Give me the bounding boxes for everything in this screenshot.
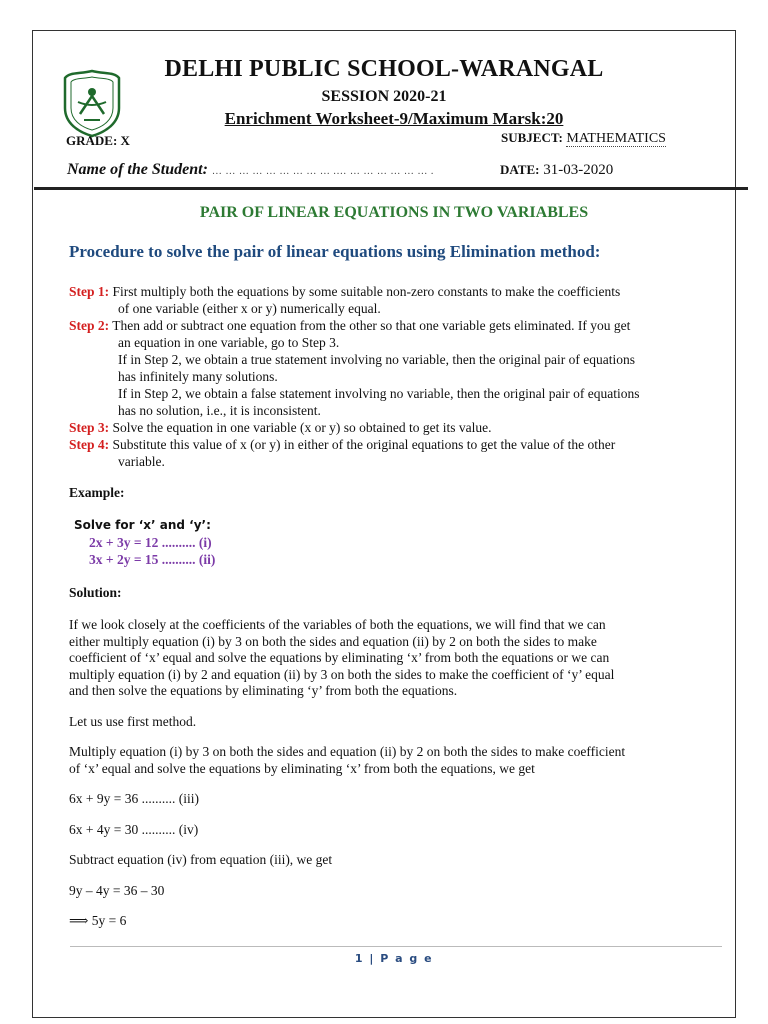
solution-paragraph-4: Subtract equation (iv) from equation (iii), we get bbox=[69, 852, 333, 867]
solution-paragraph-1 bbox=[69, 617, 729, 700]
step-label: Step 4: bbox=[69, 437, 110, 452]
page-number bbox=[0, 952, 768, 965]
step-text: Substitute this value of x (or y) in either of the original equations to get the value of the other bbox=[112, 437, 616, 452]
school-name: DELHI PUBLIC SCHOOL-WARANGAL bbox=[164, 56, 604, 82]
paragraph-line: coefficient of ‘x’ equal and solve the equations by eliminating ‘x’ from both the equations or we can bbox=[69, 650, 610, 665]
solve-for-line: Solve for ‘x’ and ‘y’: bbox=[74, 518, 211, 532]
subject-field bbox=[501, 130, 666, 147]
equation-iv: 6x + 4y = 30 .......... (iv) bbox=[69, 821, 199, 837]
step-1 bbox=[69, 283, 729, 317]
session-label: SESSION 2020-21 bbox=[321, 88, 447, 105]
procedure-heading: Procedure to solve the pair of linear equations using Elimination method: bbox=[69, 242, 601, 261]
worksheet-body bbox=[69, 283, 729, 930]
step-text-line: variable. bbox=[118, 454, 165, 469]
step-label: Step 1: bbox=[69, 284, 110, 299]
subject-label: SUBJECT: bbox=[501, 130, 563, 145]
step-text: Solve the equation in one variable (x or y) so obtained to get its value. bbox=[112, 420, 492, 435]
paragraph-line: If we look closely at the coefficients of the variables of both the equations, we will find that we can bbox=[69, 617, 606, 632]
paragraph-line: Multiply equation (i) by 3 on both the sides and equation (ii) by 2 on both the sides to make coefficient bbox=[69, 744, 626, 759]
student-name-field bbox=[67, 161, 434, 179]
date-label: DATE: bbox=[500, 162, 540, 177]
steps-list bbox=[69, 283, 729, 470]
equation-iii: 6x + 9y = 36 .......... (iii) bbox=[69, 791, 199, 806]
step-text-line: of one variable (either x or y) numerically equal. bbox=[118, 301, 381, 316]
step-label: Step 3: bbox=[69, 420, 110, 435]
step-text-line: has no solution, i.e., it is inconsistent. bbox=[118, 403, 321, 418]
step-4 bbox=[69, 436, 729, 470]
page-number-value: 1 bbox=[354, 952, 365, 965]
step-text: Then add or subtract one equation from the other so that one variable gets eliminated. If you get bbox=[112, 318, 631, 333]
date-value: 31-03-2020 bbox=[543, 162, 614, 178]
worksheet-title bbox=[0, 109, 768, 129]
step-text-line: If in Step 2, we obtain a false statement involving no variable, then the original pair of equations bbox=[118, 386, 640, 401]
footer-divider bbox=[70, 946, 722, 947]
paragraph-line: of ‘x’ equal and solve the equations by eliminating ‘x’ from both the equations, we get bbox=[69, 760, 535, 776]
example-heading: Example: bbox=[69, 485, 125, 500]
step-text-line: an equation in one variable, go to Step 3. bbox=[118, 335, 340, 350]
step-label: Step 2: bbox=[69, 318, 110, 333]
student-name-blank: … … … … … … … … … .… … … … … … … . bbox=[211, 166, 434, 177]
worksheet-title-text: Enrichment Worksheet-9/Maximum Marsk:20 bbox=[224, 109, 564, 128]
page-label: | P a g e bbox=[369, 952, 434, 965]
paragraph-line: and then solve the equations by eliminating ‘y’ from both the equations. bbox=[69, 683, 458, 698]
solution-paragraph-2: Let us use first method. bbox=[69, 713, 197, 729]
step-text: First multiply both the equations by some suitable non-zero constants to make the coefficients bbox=[112, 284, 621, 299]
step-2 bbox=[69, 317, 729, 419]
solution-paragraph-3 bbox=[69, 744, 729, 777]
step-text-line: has infinitely many solutions. bbox=[118, 369, 278, 384]
paragraph-line: either multiply equation (i) by 3 on both the sides and equation (ii) by 2 on both the sides to make bbox=[69, 633, 597, 649]
step-text-line: If in Step 2, we obtain a true statement involving no variable, then the original pair of equations bbox=[118, 352, 635, 367]
equation-i: 2x + 3y = 12 .......... (i) bbox=[89, 535, 212, 550]
grade-label: GRADE: X bbox=[66, 133, 130, 148]
equation-step-1: 9y – 4y = 36 – 30 bbox=[69, 882, 165, 898]
paragraph-line: multiply equation (i) by 2 and equation (ii) by 3 on both the sides to make the coefficient of ‘y’ equal bbox=[69, 666, 615, 682]
equation-step-2: ⟹ 5y = 6 bbox=[69, 913, 127, 928]
student-name-label: Name of the Student: bbox=[67, 161, 208, 178]
date-field bbox=[500, 162, 613, 179]
equation-ii: 3x + 2y = 15 .......... (ii) bbox=[89, 552, 216, 567]
header-divider bbox=[34, 187, 748, 190]
topic-heading: PAIR OF LINEAR EQUATIONS IN TWO VARIABLES bbox=[199, 204, 589, 221]
step-3 bbox=[69, 419, 729, 436]
solution-heading: Solution: bbox=[69, 585, 122, 600]
subject-value: MATHEMATICS bbox=[566, 131, 666, 146]
